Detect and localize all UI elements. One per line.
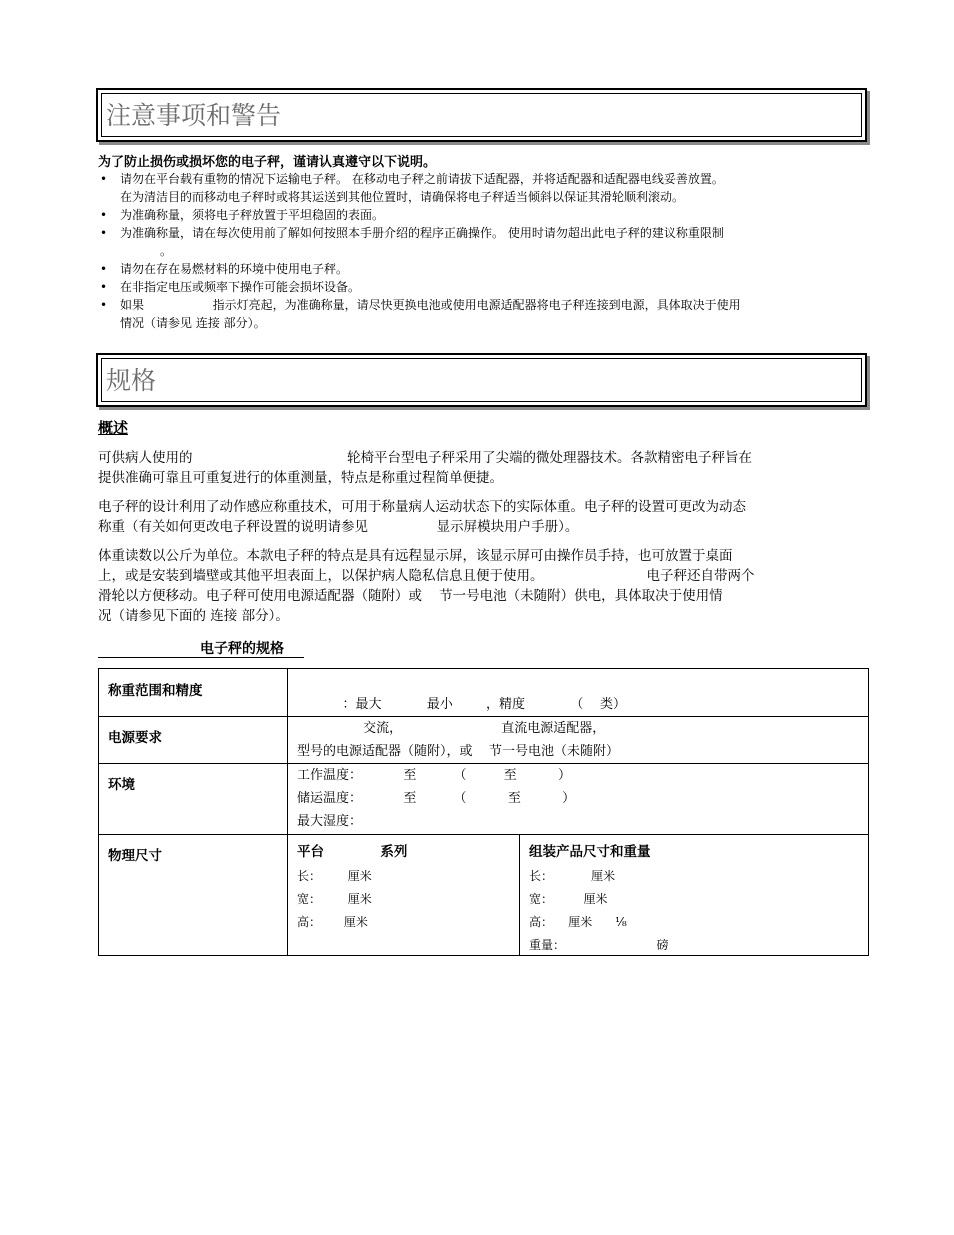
overview-paragraph: 电子秤的设计利用了动作感应称重技术，可用于称量病人运动状态下的实际体重。电子秤的设置可更改为动态 称重（有关如何更改电子秤设置的说明请参见 显示屏模块用户手册）。 [98,499,746,535]
overview-paragraph: 体重读数以公斤为单位。本款电子秤的特点是具有远程显示屏，该显示屏可由操作员手持，也可放置于桌面 上，或是安装到墙壁或其他平坦表面上，以保护病人隐私信息且便于使用。 电子秤还自带两个 滑轮以方便移动。电子秤可使用电源适配器（随附）或 节一号电池（未随附）供电，具体取决于使用情 况（请参见下面的 连接 部分）。 [98,548,755,624]
table-row: 称重范围和精度 ：最大 最小 ，精度 （ 类） [99,669,868,717]
overview-heading: 概述 [98,419,129,437]
list-item: • 为准确称量，请在每次使用前了解如何按照本手册介绍的程序正确操作。 使用时请勿超出此电子秤的建议称重限制 。 [100,226,724,258]
notice-section-title: 注意事项和警告 [106,101,282,130]
notice-list [98,170,848,332]
spec-table [98,668,869,956]
overview-paragraph: 可供病人使用的 轮椅平台型电子秤采用了尖端的微处理器技术。各款精密电子秤旨在 提供准确可靠且可重复进行的体重测量，特点是称重过程简单便捷。 [98,450,752,486]
spec-section-title: 规格 [106,366,157,395]
list-item: • 如果 指示灯亮起，为准确称量，请尽快更换电池或使用电源适配器将电子秤连接到电源，具体取决于使用 情况（请参见 连接 部分）。 [100,298,741,330]
table-row: 物理尺寸 平台 系列 长： 厘米 宽： 厘米 高： 厘米 组装产品尺寸和重量 长： 厘米 宽： 厘米 高： 厘米 ⅛ 重量： 磅 [99,835,868,956]
table-row: 电源要求 交流， 直流电源适配器， 型号的电源适配器（随附），或 节一号电池（未随附） [99,717,868,764]
list-item: • 为准确称量，须将电子秤放置于平坦稳固的表面。 [100,208,385,222]
list-item: • 请勿在平台载有重物的情况下运输电子秤。 在移动电子秤之前请拔下适配器，并将适配器和适配器电线妥善放置。 在为清洁目的而移动电子秤时或将其运送到其他位置时，请确保将电子秤适当倾斜以保证其滑轮顺利滚动。 [100,172,724,204]
notice-intro: 为了防止损伤或损坏您的电子秤，谨请认真遵守以下说明。 [98,155,437,170]
table-row: 环境 工作温度： 至 （ 至 ） 储运温度： 至 （ 至 ） 最大湿度： [99,764,868,835]
notice-section-header [96,88,867,142]
list-item: • 在非指定电压或频率下操作可能会损坏设备。 [100,280,361,294]
spec-section-header [96,353,867,407]
list-item: • 请勿在存在易燃材料的环境中使用电子秤。 [100,262,349,276]
spec-table-caption: 电子秤的规格 [98,638,304,658]
